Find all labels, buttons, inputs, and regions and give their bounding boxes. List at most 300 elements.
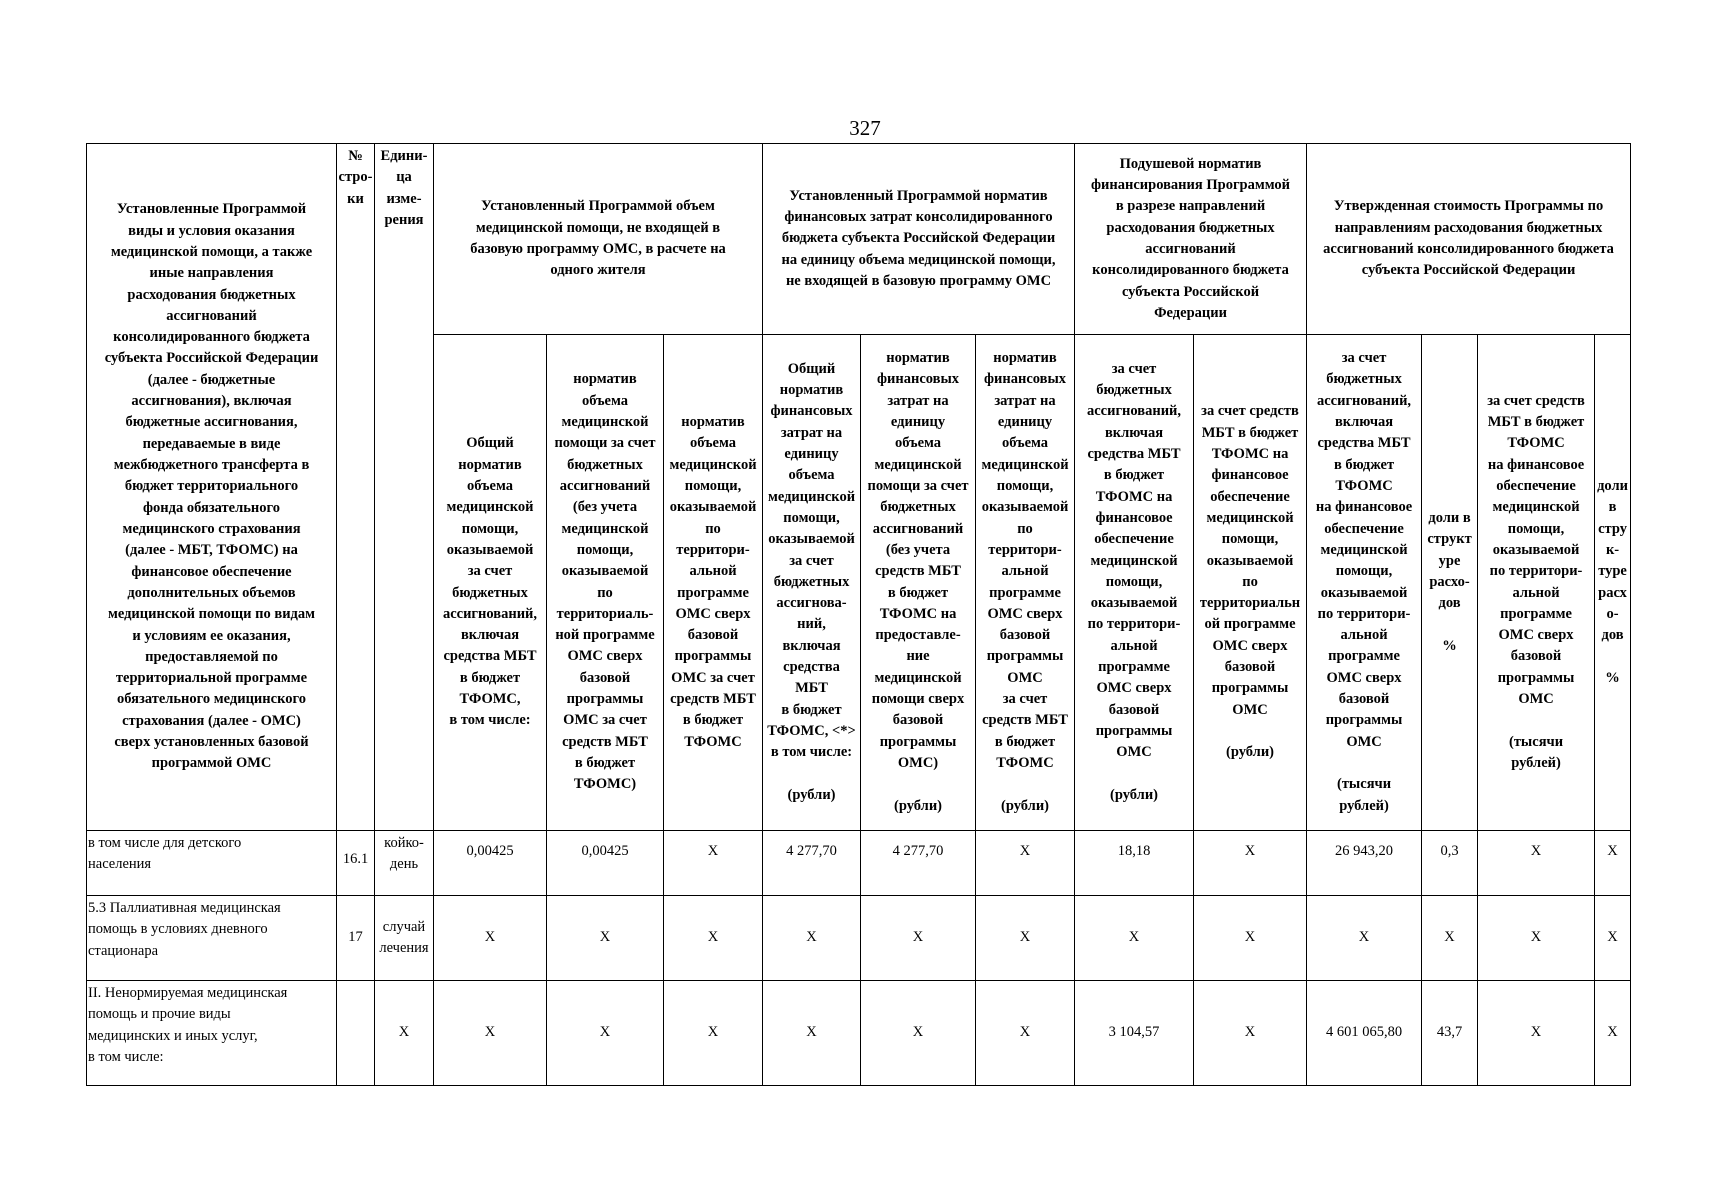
text-line: включая [1334,414,1394,430]
text-line: доли в [1597,477,1628,516]
text-line [1195,721,1305,742]
text-line: уре [1438,552,1461,569]
table-cell: X [763,896,861,981]
table-cell: X [976,981,1075,1086]
text-line: ассигнований [1145,241,1236,257]
text-line [977,774,1073,795]
text-line: на финансовое [1315,499,1413,516]
text-line: ассигнований, [1086,403,1182,420]
text-line: норматив [681,414,745,430]
text-line: объема [689,435,737,452]
text-line: программе [1098,659,1170,676]
table-cell: X [1478,831,1595,896]
table-cell: X [1307,896,1422,981]
table-cell: X [976,896,1075,981]
text-line: в бюджет [1333,456,1395,473]
text-line: программы [674,648,752,665]
text-line: ОМС сверх [1212,637,1288,654]
text-line: по территори- [1317,605,1411,622]
text-line: медицинской [1320,541,1408,558]
text-line: ной программе [555,627,655,644]
text-line: дополнительных объемов [127,584,296,601]
text-line: оказываемой [981,499,1069,516]
text-line: койко- [384,835,424,851]
text-line: доли в [1428,509,1471,526]
text-line: случай [382,918,426,935]
text-line: Установленные Программой [116,201,307,218]
text-line: базовой [892,712,944,729]
text-line: за счет [1002,691,1048,708]
text-line: базовой [687,627,739,644]
table-cell: X [1478,981,1595,1086]
text-line: по [1017,520,1033,537]
text-line: стро- [338,169,373,186]
text-line: ОМС [1007,669,1043,686]
text-line: и условиям ее оказания, [132,627,291,644]
subheader-cell [763,335,861,831]
text-line: бюджетных [1326,371,1402,388]
text-line [1479,710,1593,731]
table-cell: 4 277,70 [861,831,976,896]
table-row [87,981,1631,1086]
text-line: средства [783,659,840,676]
table-cell: X [1422,896,1478,981]
text-line: на финансовое [1487,456,1585,473]
text-line: рублей) [1511,755,1561,771]
text-line: одного жителя [550,262,646,279]
text-line: медицинской [446,499,534,516]
text-line: в том числе: [770,744,853,761]
text-line: предоставле- [875,627,961,644]
text-line: направлениям расходования бюджетных [1334,219,1603,236]
text-line: за счет средств [1487,392,1585,409]
text-line: помощи за счет [867,477,969,494]
text-line: программы [1211,680,1289,697]
text-line: № [348,148,363,164]
text-line: расходования бюджетных [127,286,296,303]
text-line: финансовых затрат консолидированного [784,209,1053,226]
text-line: программы [1497,669,1575,686]
text-line: структ [1427,531,1472,548]
text-line: бюджета субъекта Российской Федерации [781,230,1056,247]
text-line: объема [466,477,514,494]
text-line: II. Ненормируемая медицинская [88,985,288,1001]
text-line: субъекта Российской Федерации [1361,262,1576,279]
text-line: включая [782,637,841,654]
text-line: бюджет территориального [124,478,299,495]
text-line: ОМС сверх [675,605,751,622]
text-line: медицинской [874,669,962,686]
text-line: финансовых [876,371,960,388]
text-line: оказываемой [446,541,534,558]
text-line: в бюджет [994,733,1056,750]
page-number: 327 [849,116,881,140]
text-line: % [1605,669,1620,686]
header-group-volume [434,144,763,335]
text-line: оказываемой [768,531,855,548]
text-line: программы [1095,723,1173,740]
text-line: (без учета [885,541,951,558]
subheader-cell [1422,335,1478,831]
text-line: лечения [379,940,429,956]
table-cell: X [664,896,763,981]
text-line: программы [566,691,644,708]
text-line: базовой [1108,701,1160,718]
text-line: Общий [466,435,514,452]
text-line: в бюджет [574,755,636,771]
text-line: по [1242,573,1258,590]
text-line: бюджетные ассигнования, [125,414,298,431]
text-line: ОМС) [897,755,939,771]
text-line: стационара [88,942,159,959]
text-line: ОМС [1116,744,1152,761]
text-line: ассигнований, [1316,392,1412,409]
text-line: территори- [676,541,750,558]
text-line: за счет [789,552,834,569]
text-line: ТФОМС, <*> [767,723,856,740]
text-line: территориаль- [556,605,654,622]
table-cell: X [664,981,763,1086]
text-line: за счет средств [1201,403,1299,420]
text-line: обеспечение [1496,477,1576,494]
subheader-cell [547,335,664,831]
text-line: ТФОМС [1507,435,1565,452]
text-line: помощи за счет [554,435,656,452]
row-unit [375,981,434,1086]
text-line: ТФОМС на [879,605,957,622]
text-line: помощь в условиях дневного [88,921,268,938]
text-line: базовой [1224,659,1276,676]
text-line: Установленный Программой объем [481,198,715,215]
text-line: затрат на [994,392,1056,409]
table-cell: X [861,896,976,981]
text-line: базовой [999,627,1051,644]
table-cell: X [434,981,547,1086]
text-line: базовой [1338,691,1390,708]
text-line: МБТ [795,680,828,697]
text-line: ТФОМС на [1211,445,1289,462]
table-cell: 0,00425 [547,831,664,896]
subheader-cell [1194,335,1307,831]
text-line: ТФОМС [996,755,1054,771]
text-line [1076,764,1192,785]
text-line: ний, [797,616,826,633]
text-line: затрат на [887,392,949,409]
text-line: (рубли) [1110,786,1158,803]
table-cell: X [976,831,1075,896]
table-cell: 3 104,57 [1075,981,1194,1086]
text-line: (рубли) [1001,797,1049,814]
text-line: ОМС сверх [1498,627,1574,644]
text-line: медицинской помощи, не входящей в [475,219,721,236]
text-line: норматив [886,350,950,367]
text-line: ца [396,169,412,186]
text-line: помощи, [1105,573,1163,590]
text-line: Общий [787,360,836,377]
text-line: программы [986,648,1064,665]
text-line: Федерации [1154,304,1227,321]
text-line: расходования бюджетных [1106,219,1275,236]
text-line: за счет [1341,350,1387,367]
text-line: ассигнований консолидированного бюджета [1323,241,1614,257]
text-line: оказываемой [1492,541,1580,558]
text-line: медицинской помощи, а также [110,243,313,260]
text-line: помощи, [1221,531,1279,548]
text-line: объема [894,435,942,452]
text-line: финансовых [770,403,853,420]
subheader-cell [1478,335,1595,831]
table-cell: 0,3 [1422,831,1478,896]
text-line: медицинской помощи по видам [107,606,316,623]
text-line: струк- [1598,520,1627,558]
text-line: медицинской [981,456,1069,473]
text-line: ОМС сверх [987,605,1063,622]
budget-table [86,143,1631,1086]
header-group-cost [763,144,1075,335]
text-line: медицинской [874,456,962,473]
text-line: единицу [997,414,1053,430]
text-line: ОМС [1232,701,1268,718]
text-line: туре [1598,563,1627,580]
text-line: по территори- [1489,563,1583,580]
text-line: (тысячи [1508,733,1564,750]
text-line: средств МБТ [875,563,961,580]
text-line: помощи, [783,509,840,526]
text-line: финансирования Программой [1091,177,1291,194]
text-line: МБТ в бюджет [1487,414,1585,430]
text-line: дов [1438,595,1461,612]
text-line: базовую программу ОМС, в расчете на [470,241,726,257]
text-line: альной [689,563,737,580]
text-line: ой программе [1204,616,1296,633]
text-line: межбюджетного трансферта в [113,457,310,474]
table-cell: X [434,896,547,981]
text-line: ОМС за счет [671,669,755,686]
text-line: средств МБТ [982,712,1068,729]
text-line: ние [906,648,930,665]
text-line: помощи, [576,541,634,558]
row-line-number: 16.1 [337,831,375,896]
text-line: программы [1325,712,1403,729]
text-line: альной [1001,563,1049,580]
text-line: Установленный Программой норматив [789,187,1048,204]
text-line: объема [1001,435,1049,452]
text-line [764,764,859,785]
text-line: в том числе для детского [88,835,242,851]
text-line: (рубли) [894,797,942,814]
text-line: программе [1328,648,1400,665]
row-unit [375,896,434,981]
text-line: оказываемой [1090,595,1178,612]
table-cell: X [547,896,664,981]
text-line [1423,614,1476,635]
text-line: предоставляемой по [145,648,278,665]
table-cell: X [861,981,976,1086]
text-line: финансовое [1211,467,1289,484]
text-line: объема [581,392,629,409]
text-line: медицинской [561,520,649,537]
table-cell: X [763,981,861,1086]
row-label [87,981,337,1086]
text-line: (без учета [572,499,638,516]
text-line: ТФОМС на [1095,488,1173,505]
text-line: норматив [993,350,1057,367]
text-line: помощи, [461,520,519,537]
text-line: медицинской [669,456,757,473]
text-line: норматив [458,456,522,473]
text-line: в разрезе направлений [1115,198,1266,215]
text-line: альной [1110,637,1158,654]
text-line: Подушевой норматив [1119,155,1262,172]
text-line: ассигнований [872,520,964,537]
table-cell: X [1194,896,1307,981]
table-cell: 4 277,70 [763,831,861,896]
text-line: расхо- [1598,584,1627,622]
text-line: передаваемые в виде [142,435,281,452]
text-line: (рубли) [787,786,836,803]
text-line: изме- [386,190,422,207]
table-cell: X [1194,981,1307,1086]
text-line: территориальной программе [115,670,308,687]
text-line: в бюджет [682,712,744,729]
subheader-cell [1595,335,1631,831]
table-cell: 43,7 [1422,981,1478,1086]
text-line: базовой [1510,648,1562,665]
text-line: норматив [573,371,637,388]
table-cell: 26 943,20 [1307,831,1422,896]
text-line: обеспечение [1094,531,1174,548]
text-line: по [705,520,721,537]
text-line: МБТ в бюджет [1201,424,1299,441]
text-line: помощи, [684,477,742,494]
text-line: помощи, [1335,563,1393,580]
text-line: дов [1601,627,1624,644]
text-line: ассигнова- [776,595,847,612]
text-line: финансовых [983,371,1067,388]
text-line: расхо- [1429,573,1470,590]
text-line: медицинских и иных услуг, [88,1027,258,1044]
text-line: ОМС [1518,691,1554,708]
text-line: альной [1512,584,1560,601]
row-label [87,831,337,896]
table-cell: X [1194,831,1307,896]
text-line: средства МБТ [1087,445,1181,462]
text-line: единицу [890,414,946,430]
text-line: Утвержденная стоимость Программы по [1333,198,1604,215]
text-line: программе [1500,605,1572,622]
text-line: базовой [579,669,631,686]
text-line: объема [788,467,835,484]
text-line: помощь и прочие виды [88,1006,231,1023]
text-line: виды и условия оказания [128,222,295,239]
text-line: (тысячи [1336,776,1392,793]
text-line: консолидированного бюджета [1092,262,1289,279]
table-cell: X [1595,896,1631,981]
table-cell: X [1595,831,1631,896]
text-line: помощи, [1507,520,1565,537]
text-line: в том числе: [449,712,531,729]
text-line: Едини- [380,148,428,164]
row-label [87,896,337,981]
text-line: включая [460,627,520,644]
header-line-number [337,144,375,831]
text-line: программы [879,733,957,750]
text-line: иные направления [149,265,274,282]
text-line: медицинской [561,414,649,430]
text-line: ассигнований, [442,605,538,622]
text-line: за счет [1111,360,1157,377]
subheader-cell [861,335,976,831]
text-line: медицинской [1492,499,1580,516]
text-line: единицу [784,445,839,462]
table-row [87,896,1631,981]
table-cell: X [1075,896,1194,981]
header-group-per-capita [1075,144,1307,335]
text-line: рублей) [1339,797,1389,814]
header-row-title [87,144,337,831]
text-line: (далее - МБТ, ТФОМС) на [125,542,298,559]
subheader-cell [1075,335,1194,831]
row-unit [375,831,434,896]
text-line: норматив [779,382,844,399]
text-line: обязательного медицинского [117,691,306,708]
text-line: ТФОМС [1335,477,1393,494]
text-line: помощи, [996,477,1054,494]
text-line: консолидированного бюджета [113,329,310,346]
text-line: ОМС сверх [1096,680,1172,697]
text-line: день [389,856,419,873]
subheader-cell [1307,335,1422,831]
text-line: программе [989,584,1061,601]
text-line: включая [1104,424,1164,441]
text-line: рения [384,211,424,228]
text-line: финансовое обеспечение [131,563,292,580]
text-line: за счет [467,563,513,580]
text-line: средств МБТ [562,733,648,750]
text-line: медицинской [1090,552,1178,569]
subheader-cell [664,335,763,831]
text-line: программе [677,584,749,601]
text-line: средств МБТ [670,691,756,708]
text-line: сверх установленных базовой [114,734,309,751]
text-line: X [398,1024,410,1041]
text-line: ки [347,190,364,207]
text-line: в том числе: [88,1048,164,1065]
row-line-number [337,981,375,1086]
text-line: обеспечение [1324,520,1404,537]
header-group-approved-cost [1307,144,1631,335]
text-line: ОМС за счет [563,712,647,729]
text-line: помощи сверх [871,691,965,708]
text-line: оказываемой [1320,584,1408,601]
text-line: территори- [988,541,1062,558]
text-line: по [597,584,613,601]
text-line: бюджетных [773,573,850,590]
text-line: программой ОМС [151,755,272,772]
table-cell: X [1478,896,1595,981]
table-cell: 0,00425 [434,831,547,896]
text-line: средства МБТ [443,648,537,665]
text-line [1596,646,1629,667]
text-line: (далее - бюджетные [147,371,276,388]
row-line-number: 17 [337,896,375,981]
text-line: бюджетных [567,456,643,473]
text-line: % [1442,637,1457,654]
text-line: обеспечение [1210,488,1290,505]
text-line: ОМС сверх [1326,669,1402,686]
text-line: (рубли) [1226,744,1274,761]
text-line: ТФОМС [684,733,742,750]
